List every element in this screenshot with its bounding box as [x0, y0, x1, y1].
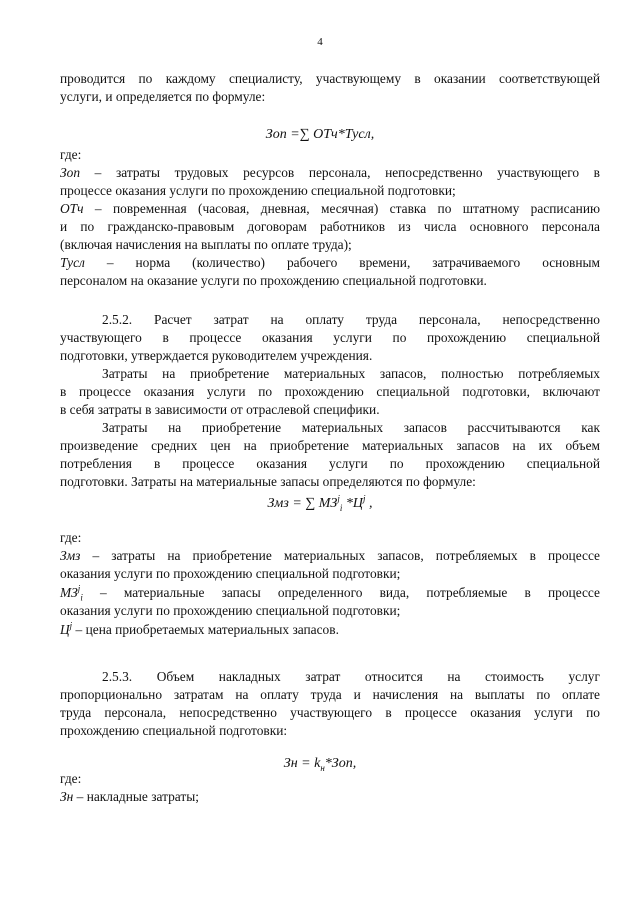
- section-252-line-1: 2.5.2. Расчет затрат на оплату труда персонала, непосредственно: [102, 312, 600, 327]
- materials-line-2: в процессе оказания услуги по прохождению специальной подготовки, включают: [60, 384, 600, 399]
- materials-line-3: в себя затраты в зависимости от отраслевой специфики.: [60, 402, 380, 417]
- def-zmz-line-2: оказания услуги по прохождению специальной подготовки;: [60, 566, 401, 581]
- def-mz-text: – материальные запасы определенного вида, потребляемые в процессе: [99, 585, 600, 600]
- def-zop-text: – затраты трудовых ресурсов персонала, непосредственно участвующего в: [94, 165, 600, 180]
- calc-line-4: подготовки. Затраты на материальные запасы определяются по формуле:: [60, 474, 476, 489]
- symbol-mz: $МЗ^j_i$: [60, 583, 83, 603]
- symbol-c: $Ц^j$: [60, 620, 73, 637]
- formula-labor-cost: Зоп =∑ ОТч*Тусл,: [265, 127, 375, 142]
- section-253-line-3: труда персонала, непосредственно участвующего в процессе оказания услуги по: [60, 705, 600, 720]
- calc-line-3: потребления в процессе оказания услуги по прохождению специальной: [60, 456, 600, 471]
- def-c-text: – цена приобретаемых материальных запасов.: [75, 622, 339, 637]
- section-252-line-2: участвующего в процессе оказания услуги по прохождению специальной: [60, 330, 600, 345]
- symbol-otch: ОТч: [60, 201, 84, 216]
- def-zop-line-2: процессе оказания услуги по прохождению специальной подготовки;: [60, 183, 456, 198]
- def-tusl-line-1: [60, 254, 600, 272]
- section-253-line-2: пропорционально затратам на оплату труда и начисления на выплаты по оплате: [60, 687, 600, 702]
- def-zn-line-1: [60, 788, 600, 806]
- def-otch-line-3: (включая начисления на выплаты по оплате труда);: [60, 237, 352, 252]
- def-zn-text: накладные затраты;: [86, 789, 199, 804]
- def-zop-line-1: [60, 164, 600, 182]
- calc-line-1: Затраты на приобретение материальных запасов рассчитываются как: [102, 420, 600, 435]
- def-otch-line-1: [60, 200, 600, 218]
- formula-overhead-cost: Зн = $k_н*Зоп$,: [283, 756, 357, 773]
- where-label-3: где:: [60, 771, 82, 786]
- section-253-line-1: 2.5.3. Объем накладных затрат относится на стоимость услуг: [102, 669, 600, 684]
- where-label-2: где:: [60, 530, 82, 545]
- section-252-line-3: подготовки, утверждается руководителем учреждения.: [60, 348, 373, 363]
- symbol-zn: Зн –: [60, 789, 84, 804]
- def-otch-text: – повременная (часовая, дневная, месячная) ставка по штатному расписанию: [94, 201, 600, 216]
- where-label-1: где:: [60, 147, 82, 162]
- def-mz-line-2: оказания услуги по прохождению специальной подготовки;: [60, 603, 401, 618]
- symbol-tusl: Тусл: [60, 255, 85, 270]
- intro-line-2: услуги, и определяется по формуле:: [60, 89, 266, 104]
- def-zmz-line-1: [60, 547, 600, 565]
- formula-material-cost: Змз = ∑ $МЗ^j_i$ $*Ц^j$ ,: [267, 493, 373, 513]
- symbol-zop: Зоп: [60, 165, 81, 180]
- page-number: 4: [317, 36, 323, 48]
- def-otch-line-2: и по гражданско-правовым договорам работников из числа основного персонала: [60, 219, 600, 234]
- def-tusl-text: – норма (количество) рабочего времени, затрачиваемого основным: [106, 255, 600, 270]
- def-zmz-text: – затраты на приобретение материальных запасов, потребляемых в процессе: [92, 548, 600, 563]
- symbol-zmz: Змз: [60, 548, 81, 563]
- calc-line-2: произведение средних цен на приобретение материальных запасов на их объем: [60, 438, 600, 453]
- def-tusl-line-2: персоналом на оказание услуги по прохождению специальной подготовки.: [60, 273, 487, 288]
- def-mz-line-1: [60, 584, 600, 602]
- intro-line-1: проводится по каждому специалисту, участвующему в оказании соответствующей: [60, 71, 600, 86]
- def-c-line-1: [60, 621, 600, 639]
- section-253-line-4: прохождению специальной подготовки:: [60, 723, 288, 738]
- materials-line-1: Затраты на приобретение материальных запасов, полностью потребляемых: [102, 366, 600, 381]
